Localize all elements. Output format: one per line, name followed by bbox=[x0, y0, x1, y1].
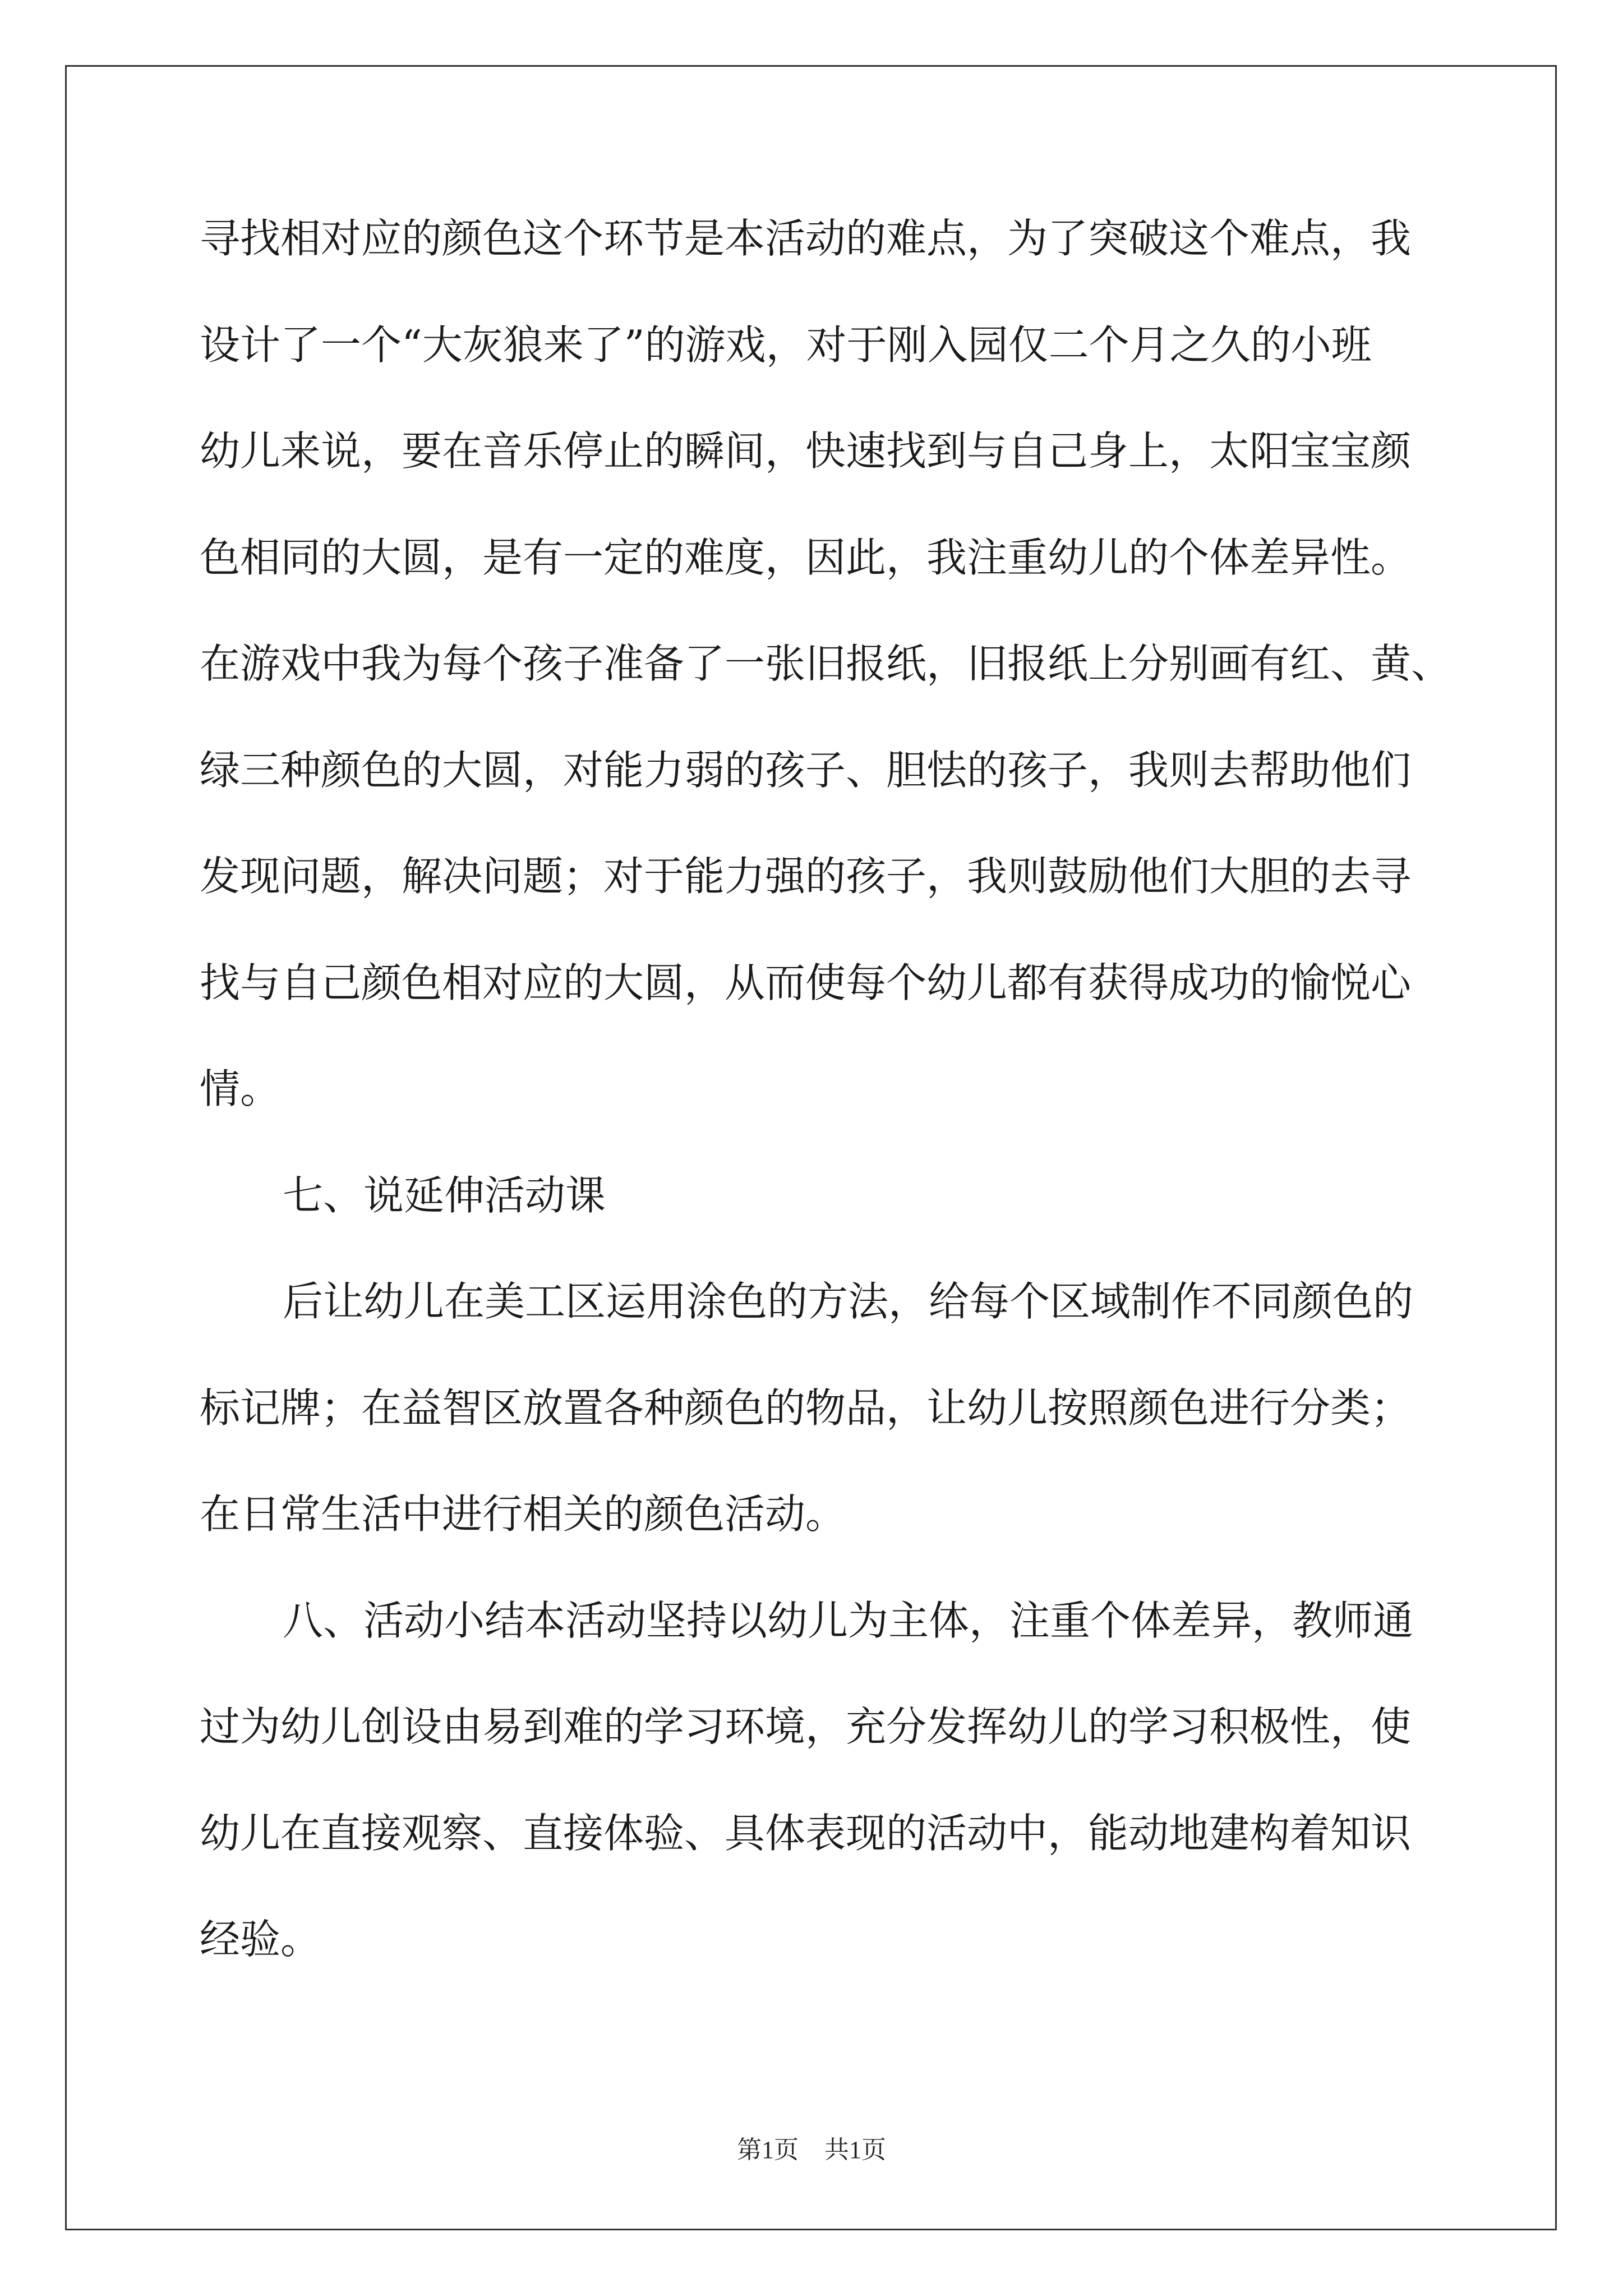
text-line: 色相同的大圆，是有一定的难度，因此，我注重幼儿的个体差异性。 bbox=[200, 533, 1412, 581]
text-line: 幼儿在直接观察、直接体验、具体表现的活动中，能动地建构着知识 bbox=[200, 1809, 1412, 1857]
text-line: 在日常生活中进行相关的颜色活动。 bbox=[200, 1490, 846, 1538]
text-line: 寻找相对应的颜色这个环节是本活动的难点，为了突破这个难点，我 bbox=[200, 215, 1412, 262]
text-line: 设计了一个“大灰狼来了”的游戏，对于刚入园仅二个月之久的小班 bbox=[200, 321, 1372, 369]
section-heading: 八、活动小结本活动坚持以幼儿为主体，注重个体差异，教师通 bbox=[283, 1596, 1414, 1644]
section-heading: 七、说延伸活动课 bbox=[283, 1171, 606, 1219]
text-line: 经验。 bbox=[200, 1916, 321, 1963]
text-line: 绿三种颜色的大圆，对能力弱的孩子、胆怯的孩子，我则去帮助他们 bbox=[200, 746, 1412, 794]
text-line: 找与自己颜色相对应的大圆，从而使每个幼儿都有获得成功的愉悦心 bbox=[200, 959, 1412, 1006]
text-line: 在游戏中我为每个孩子准备了一张旧报纸，旧报纸上分别画有红、黄、 bbox=[200, 640, 1452, 687]
text-line: 发现问题，解决问题；对于能力强的孩子，我则鼓励他们大胆的去寻 bbox=[200, 853, 1412, 900]
text-line: 幼儿来说，要在音乐停止的瞬间，快速找到与自己身上，太阳宝宝颜 bbox=[200, 427, 1412, 475]
text-line: 后让幼儿在美工区运用涂色的方法，给每个区域制作不同颜色的 bbox=[283, 1278, 1414, 1325]
text-line: 情。 bbox=[200, 1065, 281, 1112]
page-number-total: 共1页 bbox=[824, 2136, 886, 2164]
text-line: 标记牌；在益智区放置各种颜色的物品，让幼儿按照颜色进行分类； bbox=[200, 1384, 1412, 1432]
document-body bbox=[200, 210, 1473, 2018]
page-number-current: 第1页 bbox=[737, 2136, 799, 2164]
page-footer bbox=[0, 2133, 1623, 2167]
text-line: 过为幼儿创设由易到难的学习环境，充分发挥幼儿的学习积极性，使 bbox=[200, 1703, 1412, 1750]
